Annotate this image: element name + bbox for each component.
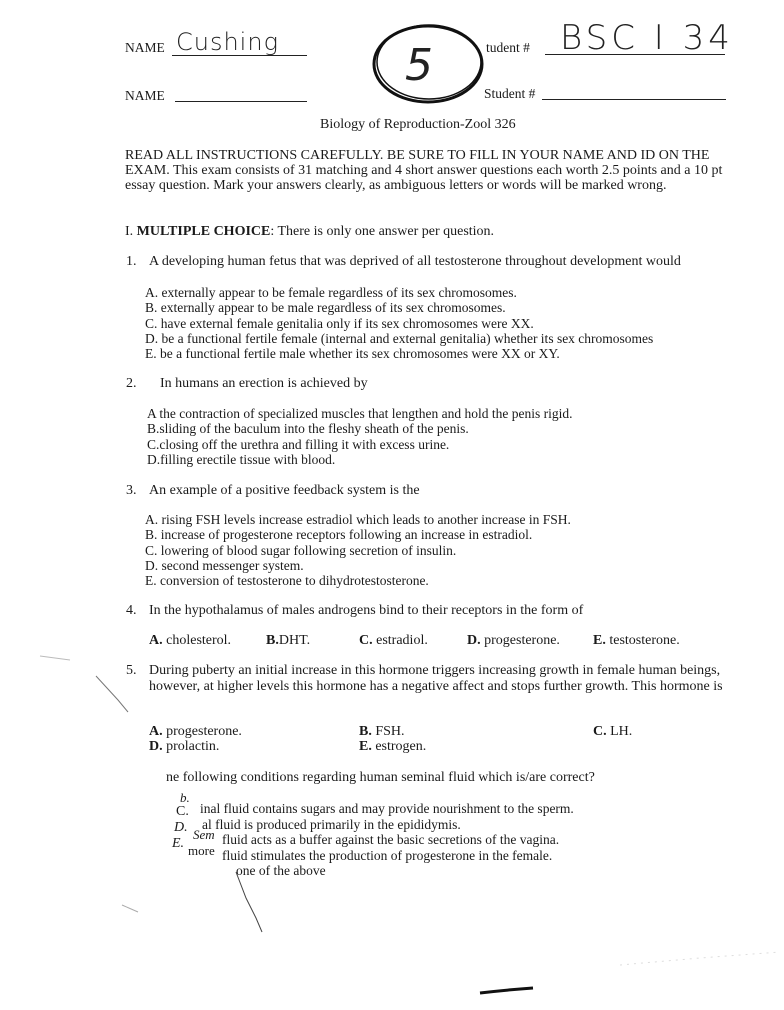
q3-option-c[interactable]: C. lowering of blood sugar following secretion of insulin. xyxy=(145,542,457,558)
q5-number: 5. xyxy=(126,663,137,678)
q5-option-a-label: progesterone. xyxy=(166,724,242,739)
q1-option-d[interactable]: D. be a functional fertile female (internal and external genitalia) whether its sex chromosomes xyxy=(145,330,654,346)
section-roman: I. xyxy=(125,224,134,239)
q2-option-d[interactable]: D.filling erectile tissue with blood. xyxy=(147,451,336,467)
q1-number: 1. xyxy=(126,254,137,269)
circled-score-number: 5 xyxy=(405,40,433,91)
q4-number: 4. xyxy=(126,603,137,618)
q6-text: ne following conditions regarding human seminal fluid which is/are correct? xyxy=(166,770,595,785)
q5-text: During puberty an initial increase in this hormone triggers increasing growth in female human beings, however, at higher levels this hormone has a negative affect and stops further growth. This hormone is xyxy=(149,663,723,694)
q6-prefix-c: C. xyxy=(176,804,189,819)
q3-option-b[interactable]: B. increase of progesterone receptors following an increase in estradiol. xyxy=(145,527,533,543)
q6-handwritten-sem: Sem xyxy=(193,827,215,842)
q6-handwritten-more: more xyxy=(188,843,215,858)
q3-number: 3. xyxy=(126,483,137,498)
q5-option-e-label: estrogen. xyxy=(375,739,427,754)
q4-option-a-label: cholesterol. xyxy=(166,633,232,648)
section-title: MULTIPLE CHOICE xyxy=(136,224,271,239)
name-label-2: NAME xyxy=(125,88,165,103)
q1-option-a[interactable]: A. externally appear to be female regardless of its sex chromosomes. xyxy=(145,285,517,300)
q4-option-d-letter: D. xyxy=(467,633,481,648)
q4-option-c-letter: C. xyxy=(359,633,373,648)
q5-option-c-letter: C. xyxy=(593,724,607,739)
q4-option-e-letter: E. xyxy=(593,633,606,648)
q2-option-c[interactable]: C.closing off the urethra and filling it with excess urine. xyxy=(147,436,450,452)
student-label-1: tudent # xyxy=(486,40,530,55)
section-note: : There is only one answer per question. xyxy=(270,224,495,239)
q2-option-a[interactable]: A the contraction of specialized muscles that lengthen and hold the penis rigid. xyxy=(147,406,573,421)
q1-option-b[interactable]: B. externally appear to be male regardless of its sex chromosomes. xyxy=(145,300,506,316)
q4-option-c-label: estradiol. xyxy=(376,633,428,648)
instructions: READ ALL INSTRUCTIONS CAREFULLY. BE SURE TO FILL IN YOUR NAME AND ID ON THE EXAM. This exam consists of 31 matching and 4 short answer questions each worth 2.5 points and a 10 pt essay question. Mark your answers clearly, as ambiguous letters or words will be marked wrong. xyxy=(125,148,723,193)
q6-option-d[interactable]: fluid stimulates the production of progesterone in the female. xyxy=(222,847,553,863)
q6-option-b[interactable]: al fluid is produced primarily in the epididymis. xyxy=(202,816,461,832)
q3-option-e[interactable]: E. conversion of testosterone to dihydrotestosterone. xyxy=(145,573,429,589)
q6-option-a[interactable]: inal fluid contains sugars and may provide nourishment to the sperm. xyxy=(200,801,574,816)
q1-option-c[interactable]: C. have external female genitalia only if its sex chromosomes were XX. xyxy=(145,315,534,331)
handwritten-student-id: BSC I 34 xyxy=(560,18,734,58)
q6-option-c[interactable]: fluid acts as a buffer against the basic secretions of the vagina. xyxy=(222,832,560,848)
q5-option-c-label: LH. xyxy=(610,724,633,739)
name-label-1: NAME xyxy=(125,40,165,55)
q3-text: An example of a positive feedback system is the xyxy=(149,483,420,498)
q4-option-b-letter: B. xyxy=(266,633,279,648)
q2-number: 2. xyxy=(126,376,137,391)
q3-option-d[interactable]: D. second messenger system. xyxy=(145,557,304,573)
q4-text: In the hypothalamus of males androgens bind to their receptors in the form of xyxy=(149,603,584,618)
q6-prefix-d: D. xyxy=(174,820,188,835)
q2-text: In humans an erection is achieved by xyxy=(160,376,368,391)
q5-option-a-letter: A. xyxy=(149,724,163,739)
q4-option-b-label: DHT. xyxy=(278,633,311,648)
q4-option-a-letter: A. xyxy=(149,633,163,648)
q5-option-d-letter: D. xyxy=(149,739,163,754)
q1-option-e[interactable]: E. be a functional fertile male whether its sex chromosomes were XX or XY. xyxy=(145,346,560,362)
q6-option-e[interactable]: one of the above xyxy=(236,863,326,879)
handwritten-name: Cushing xyxy=(176,28,279,56)
q3-option-a[interactable]: A. rising FSH levels increase estradiol which leads to another increase in FSH. xyxy=(145,512,571,527)
student-label-2: Student # xyxy=(484,86,536,101)
course-title: Biology of Reproduction-Zool 326 xyxy=(320,117,516,132)
q5-option-b-letter: B. xyxy=(359,724,372,739)
q2-option-b[interactable]: B.sliding of the baculum into the fleshy sheath of the penis. xyxy=(147,421,469,437)
q6-prefix-e: E. xyxy=(172,836,185,851)
q5-option-d-label: prolactin. xyxy=(166,739,220,754)
q4-option-d-label: progesterone. xyxy=(484,633,560,648)
q6-prefix-b: b. xyxy=(180,790,190,805)
q1-text: A developing human fetus that was deprived of all testosterone throughout development would xyxy=(149,254,681,269)
q4-option-e-label: testosterone. xyxy=(609,633,680,648)
q5-option-b-label: FSH. xyxy=(375,724,405,739)
q5-option-e-letter: E. xyxy=(359,739,372,754)
